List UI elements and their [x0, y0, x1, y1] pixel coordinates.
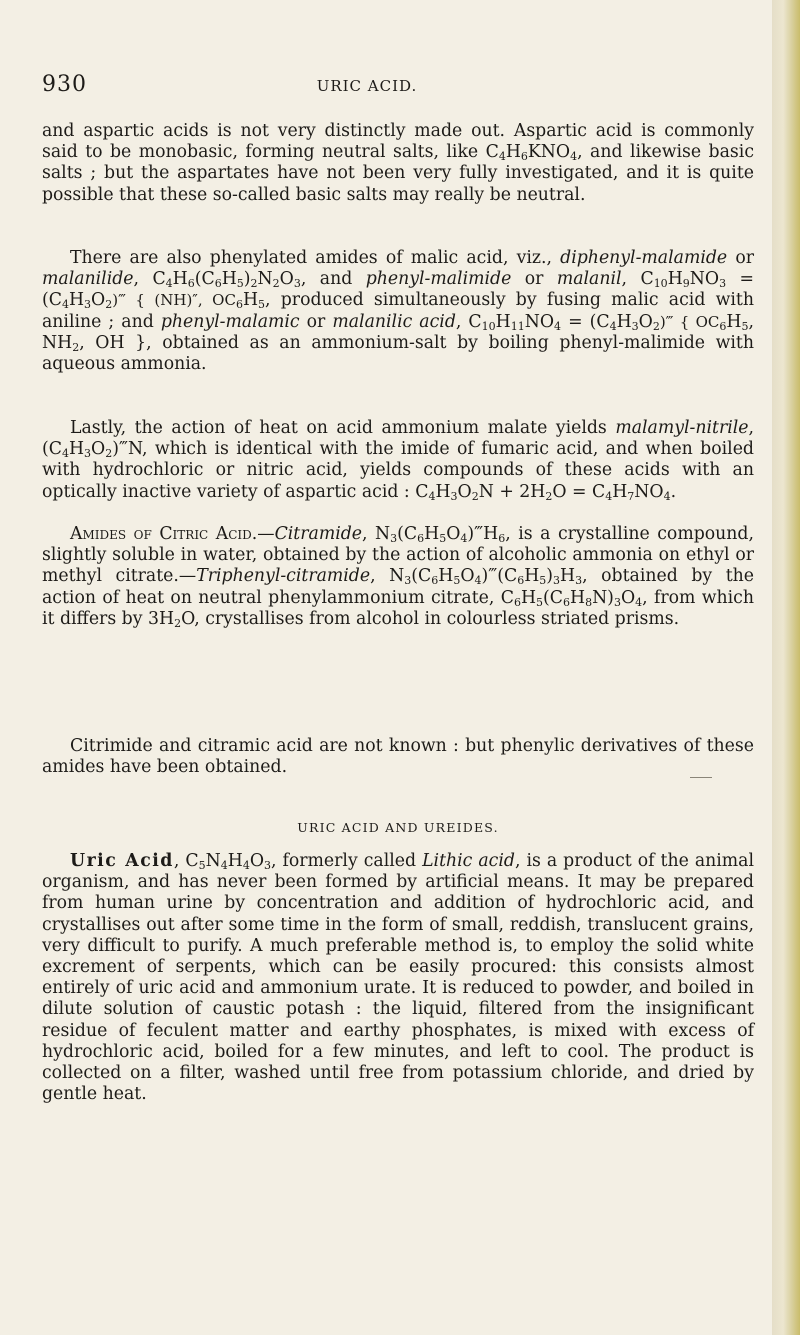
paragraph-citric-amides: Amides of Citric Acid.—Citramide, $N_3(C_6H_5O_4)‴H_6$, is a crystalline compound, slightly soluble in water, obtained by the action of alcoholic ammonia on ethyl or methyl citrate.—Triphenyl-citramide, $N_3(C_6H_5O_4)‴(C_6H_5)_3H_3$, obtained by the action of heat on neutral phenylammonium citrate, $C_6H_5(C_6H_8N)_3O_4$, from which it differs by $3H_2O$, crystallises from alcohol in colourless striated prisms. [42, 524, 754, 630]
paragraph-uric-acid: Uric Acid, $C_5N_4H_4O_3$, formerly called Lithic acid, is a product of the animal organism, and has never been formed by artificial means. It may be prepared from human urine by concentration and addition of hydrochloric acid, and crystallises out after some time in the form of small, reddish, translucent grains, very difficult to purify. A much preferable method is, to employ the solid white excrement of serpents, which can be easily procured: this consists almost entirely of uric acid and ammonium urate. It is reduced to powder, and boiled in dilute solution of caustic potash : the liquid, filtered from the insignificant residue of feculent matter and earthy phosphates, is mixed with excess of hydrochloric acid, boiled for a few minutes, and left to cool. The product is collected on a filter, washed until free from potassium chloride, and dried by gentle heat. [42, 851, 754, 1105]
entry-lead-uric-acid: Uric Acid [70, 851, 174, 871]
section-heading: URIC ACID AND UREIDES. [297, 820, 499, 835]
page-edge [772, 0, 800, 1335]
running-head: URIC ACID. [316, 77, 418, 95]
page-header [42, 72, 752, 98]
paragraph-citrimide: Citrimide and citramic acid are not known : but phenylic derivatives of these amides have been obtained. [42, 736, 754, 778]
paragraph-malamyl-nitrile: Lastly, the action of heat on acid ammonium malate yields malamyl-nitrile, $(C_4H_3O_2)‴N$, which is identical with the imide of fumaric acid, and when boiled with hydrochloric or nitric acid, yields compounds of these acids with an optically inactive variety of aspartic acid : $C_4H_3O_2N + 2H_2O = C_4H_7NO_4$. [42, 418, 754, 503]
paragraph-phenylated-amides: There are also phenylated amides of malic acid, viz., diphenyl-malamide or malanilide, $C_4H_6(C_6H_5)_2N_2O_3$, and phenyl-malimide or malanil, $C_{10}H_9NO_3$ = $(C_4H_3O_2)‴$ { (NH)″, $OC_6H_5$, produced simultaneously by fusing malic acid with aniline ; and phenyl-malamic or malanilic acid, $C_{10}H_{11}NO_4$ = $(C_4H_3O_2)‴$ { $OC_6H_5$, $NH_2$, OH }, obtained as an ammonium-salt by boiling phenyl-malimide with aqueous ammonia. [42, 248, 754, 375]
paragraph-aspartic: and aspartic acids is not very distinctly made out. Aspartic acid is commonly said to be monobasic, forming neutral salts, like $C_4H_6KNO_4$, and likewise basic salts ; but the aspartates have not been very fully investigated, and it is quite possible that these so-called basic salts may really be neutral. [42, 121, 754, 205]
paragraph-end-rule [690, 777, 712, 778]
section-lead-citric: Amides of Citric Acid. [70, 524, 258, 544]
page-number: 930 [42, 72, 87, 97]
